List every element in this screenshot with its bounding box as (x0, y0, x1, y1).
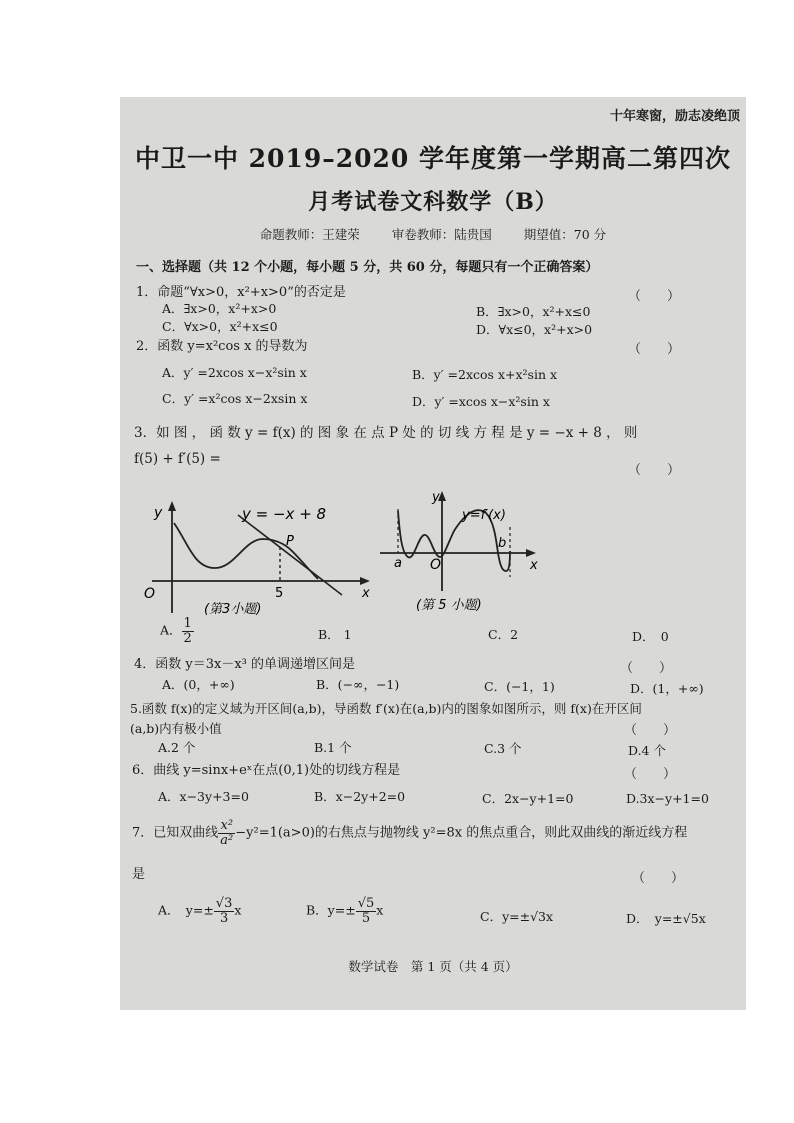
q7-answer-paren: （ ） (632, 871, 685, 886)
q3-option-a-fraction (182, 617, 194, 645)
page-footer: 数学试卷 第 1 页（共 4 页） (348, 959, 518, 974)
q7-fraction-denominator: a² (220, 832, 234, 848)
expected-score: 期望值：70 分 (523, 227, 607, 242)
q1-option-d: D．∀x≤0，x²+x>0 (476, 322, 593, 337)
q3-tangent-label: y = −x + 8 (242, 505, 327, 523)
q7-option-a-numerator: √3 (215, 896, 233, 911)
q3-option-b: B． 1 (318, 627, 352, 642)
q2-stem: 2．函数 y=x²cos x 的导数为 (136, 339, 308, 354)
q3-x-arrow (360, 577, 370, 585)
q5-caption: (第 5 小题) (416, 598, 482, 613)
q5-option-c: C.3 个 (484, 741, 522, 756)
q4-option-d: D．(1，+∞) (630, 681, 704, 696)
q7-option-a-fraction (214, 897, 235, 925)
q7-option-d: D． y=±√5x (626, 911, 706, 926)
q4-option-c: C．(−1，1) (484, 679, 555, 694)
exam-meta (120, 225, 746, 243)
q3-tangent-line (238, 515, 342, 595)
exam-title-line2: 月考试卷文科数学（B） (308, 189, 558, 215)
q5-graph (376, 487, 546, 617)
q5-x-label: x (530, 558, 538, 573)
q5-b-label: b (498, 536, 507, 551)
q3-option-d: D． 0 (632, 629, 669, 644)
q7-stem-line2: 是 (132, 867, 146, 882)
q3-curve (174, 523, 318, 579)
q4-option-a: A．(0，+∞) (162, 677, 235, 692)
q3-option-a-label: A． (160, 622, 182, 638)
q7-option-b-tail: x (376, 902, 384, 918)
q4-stem: 4．函数 y＝3x－x³ 的单调递增区间是 (134, 657, 356, 672)
q7-option-a-denominator: 3 (219, 910, 229, 926)
motto: 十年寒窗，励志凌绝顶 (609, 109, 740, 124)
reviewer-teacher: 审卷教师：陆贵国 (391, 227, 492, 242)
q5-option-a: A.2 个 (158, 740, 196, 755)
q5-option-d: D.4 个 (628, 743, 666, 758)
q2-answer-paren: （ ） (628, 342, 681, 357)
q5-x-arrow (526, 549, 536, 557)
q5-answer-paren: （ ） (624, 723, 677, 738)
q7-option-b-label: B．y=± (306, 902, 356, 918)
q7-option-b (306, 897, 383, 925)
setter-teacher: 命题教师：王建荣 (259, 227, 360, 242)
q7-option-b-fraction (356, 897, 377, 925)
q3-answer-paren: （ ） (628, 463, 681, 478)
q6-option-c: C．2x−y+1=0 (482, 791, 574, 806)
q5-stem: 5.函数 f(x)的定义域为开区间(a,b)，导函数 f′(x)在(a,b)内的图象如图所示，则 f(x)在开区间 (130, 701, 642, 716)
q3-option-a-denominator: 2 (183, 630, 192, 646)
q7-stem-fraction (218, 819, 235, 847)
q5-origin-label: O (430, 557, 442, 573)
q6-option-b: B．x−2y+2=0 (314, 789, 406, 804)
q4-option-b: B．(−∞，−1) (316, 677, 400, 692)
q7-option-b-numerator: √5 (357, 896, 375, 911)
q7-option-c: C．y=±√3x (480, 909, 554, 924)
q5-func-label: y=f′(x) (462, 508, 506, 523)
q1-option-b: B．∃x>0，x²+x≤0 (476, 304, 591, 319)
q7-option-a-label: A． y=± (158, 902, 214, 918)
q2-option-d: D．y′ =xcos x−x²sin x (412, 394, 550, 409)
q4-answer-paren: （ ） (620, 661, 673, 676)
q6-stem: 6．曲线 y=sinx+eˣ在点(0,1)处的切线方程是 (132, 763, 401, 778)
q3-caption: (第3小题) (204, 602, 262, 617)
q1-answer-paren: （ ） (628, 289, 681, 304)
q2-option-a: A．y′ =2xcos x−x²sin x (162, 365, 307, 380)
q7-stem-pre: 7．已知双曲线 (132, 825, 219, 841)
q3-stem: 3．如 图 ， 函 数 y = f(x) 的 图 象 在 点 P 处 的 切 线 方 程 是 y = −x + 8 ， 则 (134, 425, 638, 441)
q3-graph (134, 495, 374, 620)
q2-option-b: B．y′ =2xcos x+x²sin x (412, 367, 558, 382)
q5-a-label: a (394, 556, 402, 571)
q2-option-c: C．y′ =x²cos x−2xsin x (162, 391, 308, 406)
q3-x-label: x (362, 586, 370, 601)
q5-option-b: B.1 个 (314, 740, 352, 755)
q1-option-c: C．∀x>0，x²+x≤0 (162, 319, 278, 334)
q3-point-label: P (286, 534, 294, 549)
q1-option-a: A．∃x>0，x²+x>0 (162, 301, 277, 316)
q6-option-a: A．x−3y+3=0 (158, 789, 249, 804)
q6-option-d: D.3x−y+1=0 (626, 791, 709, 806)
q7-option-a (158, 897, 241, 925)
q3-tick-label: 5 (275, 586, 284, 601)
q3-stem-line2: f(5) + f′(5) = (134, 451, 221, 467)
q7-stem-post: −y²=1(a>0)的右焦点与抛物线 y²=8x 的焦点重合，则此双曲线的渐近线方程 (235, 825, 688, 841)
q7-stem (132, 819, 687, 847)
q3-y-arrow (168, 501, 176, 511)
q1-stem: 1．命题“∀x>0，x²+x>0”的否定是 (136, 285, 346, 300)
section-heading: 一、选择题（共 12 个小题，每小题 5 分，共 60 分，每题只有一个正确答案） (136, 260, 599, 275)
q7-option-b-denominator: 5 (361, 910, 371, 926)
exam-title-line1: 中卫一中 2019–2020 学年度第一学期高二第四次 (134, 144, 732, 173)
q6-answer-paren: （ ） (624, 767, 677, 782)
q3-option-c: C．2 (488, 627, 519, 642)
q5-stem-line2: (a,b)内有极小值 (130, 721, 222, 736)
q3-option-a (160, 617, 194, 645)
q3-y-label: y (154, 505, 163, 521)
q7-fraction-numerator: x² (218, 819, 235, 834)
q3-option-a-numerator: 1 (183, 616, 192, 631)
q7-option-a-tail: x (234, 902, 242, 918)
q5-y-label: y (432, 490, 440, 505)
q3-origin-label: O (144, 586, 156, 602)
exam-paper (120, 97, 746, 1010)
